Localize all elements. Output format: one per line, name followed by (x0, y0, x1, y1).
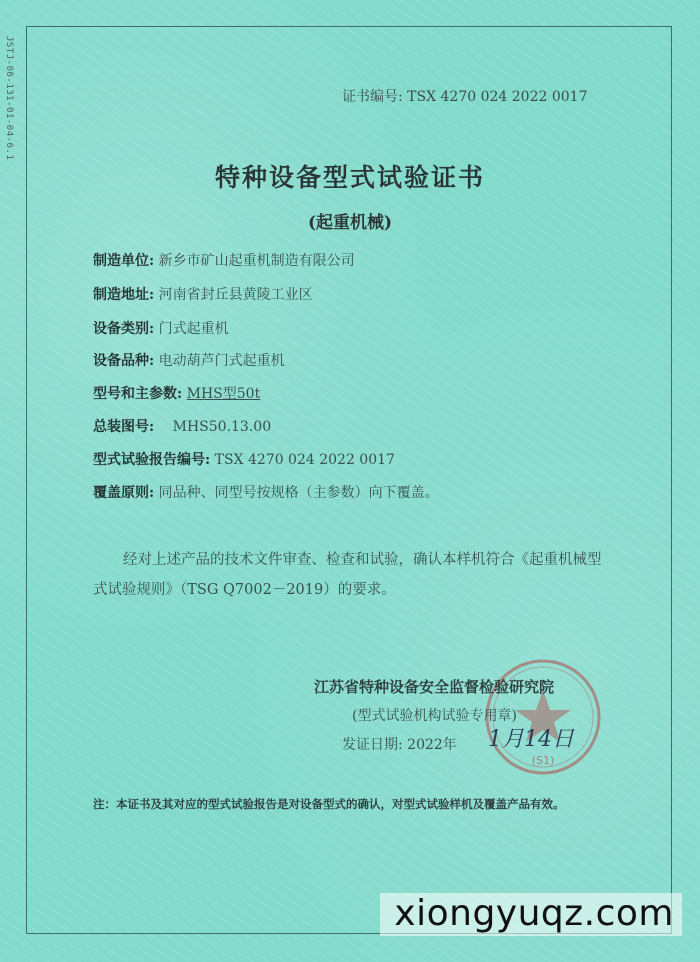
field-label: 制造地址: (93, 287, 155, 303)
field-label: 型号和主参数: (93, 386, 183, 402)
certificate-number-label: 证书编号: (342, 89, 403, 105)
conformity-statement: 经对上述产品的技术文件审查、检查和试验，确认本样机符合《起重机械型式试验规则》（TSG Q7002－2019）的要求。 (93, 552, 602, 598)
field-assembly-drawing (93, 416, 271, 436)
certificate-title: 特种设备型式试验证书 (214, 163, 485, 192)
field-value: MHS型50t (186, 386, 261, 402)
site-watermark: xiongyuqz.com (380, 893, 682, 936)
field-label: 总装图号: (93, 419, 155, 435)
field-value: 河南省封丘县黄陵工业区 (158, 287, 313, 303)
field-model-parameters (93, 383, 260, 403)
field-value: TSX 4270 024 2022 0017 (214, 452, 395, 468)
field-value: MHS50.13.00 (172, 419, 272, 435)
issuer-seal-caption: (型式试验机构试验专用章) (352, 708, 517, 724)
seal-code: (S1) (531, 754, 555, 767)
field-value: 门式起重机 (158, 321, 229, 337)
certificate-note: 注：本证书及其对应的型式试验报告是对设备型式的确认，对型式试验样机及覆盖产品有效。 (93, 797, 565, 811)
issuing-organization: 江苏省特种设备安全监督检验研究院 (314, 678, 555, 696)
field-value: 电动葫芦门式起重机 (158, 353, 285, 369)
field-label: 型式试验报告编号: (93, 452, 211, 468)
issue-date-label: 发证日期: (342, 737, 403, 753)
field-equipment-variety (93, 350, 285, 370)
field-report-number (93, 449, 395, 469)
field-manufacturer (93, 250, 355, 270)
field-label: 制造单位: (93, 253, 155, 269)
side-form-code: JSTJ-06-131-01-04-6.1 (4, 36, 14, 161)
field-label: 设备类别: (93, 321, 155, 337)
field-label: 覆盖原则: (93, 485, 155, 501)
field-value: 同品种、同型号按规格（主参数）向下覆盖。 (158, 485, 439, 501)
field-coverage-principle (93, 482, 439, 502)
issue-date-year: 2022年 (407, 737, 457, 753)
issue-date (342, 734, 457, 754)
certificate-number (342, 86, 587, 106)
certificate-number-value: TSX 4270 024 2022 0017 (407, 89, 588, 105)
field-equipment-category (93, 318, 229, 338)
handwritten-date: 1月14日 (488, 727, 574, 752)
certificate-subtitle: (起重机械) (307, 213, 393, 233)
field-value: 新乡市矿山起重机制造有限公司 (158, 253, 355, 269)
field-address (93, 284, 313, 304)
field-label: 设备品种: (93, 353, 155, 369)
